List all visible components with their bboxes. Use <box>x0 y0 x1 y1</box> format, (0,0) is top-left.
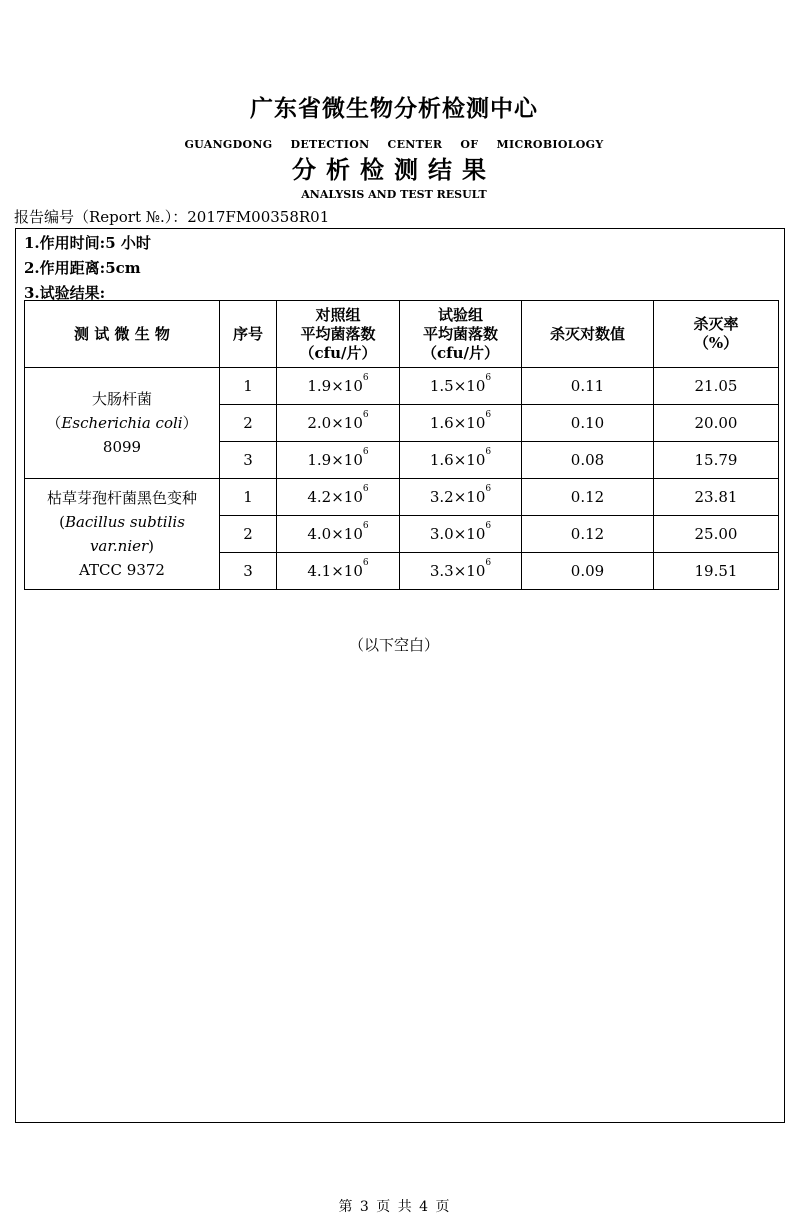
rate-cell: 20.00 <box>654 405 779 442</box>
header-rate-l2: （%） <box>693 334 739 352</box>
test-cell: $3.2\times 10^6$ <box>400 479 522 516</box>
control-cell: $4.2\times 10^6$ <box>277 479 400 516</box>
seq-cell: 3 <box>220 442 277 479</box>
seq-cell: 2 <box>220 405 277 442</box>
header-organism: 测 试 微 生 物 <box>25 301 220 368</box>
report-title: 分析检测结果 <box>292 155 496 184</box>
header-test-l2: 平均菌落数 <box>422 324 498 343</box>
log-cell: 0.12 <box>522 479 654 516</box>
organism-latin-name: （Escherichia coli） <box>46 414 198 432</box>
test-cell: $1.6\times 10^6$ <box>400 442 522 479</box>
header-control <box>277 301 400 368</box>
table-row <box>25 479 779 516</box>
seq-cell: 1 <box>220 479 277 516</box>
seq-cell: 1 <box>220 368 277 405</box>
center-title: 广东省微生物分析检测中心 <box>250 95 538 122</box>
header-log-reduction: 杀灭对数值 <box>522 301 654 368</box>
header-seq: 序号 <box>220 301 277 368</box>
table-row <box>25 368 779 405</box>
header-control-l1: 对照组 <box>315 305 361 324</box>
organism-latin-name: (Bacillus subtilis var.nier) <box>59 513 185 555</box>
report-title-english: ANALYSIS AND TEST RESULT <box>301 188 487 201</box>
results-table <box>24 300 779 590</box>
test-cell: $3.0\times 10^6$ <box>400 516 522 553</box>
header-rate-l1: 杀灭率 <box>693 315 739 333</box>
control-cell: $4.0\times 10^6$ <box>277 516 400 553</box>
log-cell: 0.10 <box>522 405 654 442</box>
exposure-time: 1.作用时间:5 小时 <box>24 234 151 252</box>
test-results-heading: 3.试验结果: <box>24 284 106 302</box>
rate-cell: 15.79 <box>654 442 779 479</box>
organism-name-cn: 大肠杆菌 <box>91 390 152 408</box>
rate-cell: 19.51 <box>654 553 779 590</box>
organism-strain: ATCC 9372 <box>79 561 165 579</box>
organism-cell <box>25 368 220 479</box>
log-cell: 0.09 <box>522 553 654 590</box>
header-control-l2: 平均菌落数 <box>300 324 376 343</box>
seq-cell: 3 <box>220 553 277 590</box>
header-test <box>400 301 522 368</box>
rate-cell: 25.00 <box>654 516 779 553</box>
organism-name-cn: 枯草芽孢杆菌黑色变种 <box>46 489 197 507</box>
control-cell: $1.9\times 10^6$ <box>277 442 400 479</box>
test-cell: $1.6\times 10^6$ <box>400 405 522 442</box>
blank-below-note: （以下空白） <box>348 636 439 654</box>
control-cell: $2.0\times 10^6$ <box>277 405 400 442</box>
header-kill-rate <box>654 301 779 368</box>
exposure-distance: 2.作用距离:5cm <box>24 259 141 277</box>
test-cell: $1.5\times 10^6$ <box>400 368 522 405</box>
report-number: 报告编号（Report №.）：2017FM00358R01 <box>14 208 330 226</box>
header-test-l3: （cfu/片） <box>422 343 499 362</box>
center-title-english: GUANGDONG DETECTION CENTER OF MICROBIOLOGY <box>184 138 604 151</box>
rate-cell: 23.81 <box>654 479 779 516</box>
rate-cell: 21.05 <box>654 368 779 405</box>
header-test-l1: 试验组 <box>437 305 483 324</box>
test-cell: $3.3\times 10^6$ <box>400 553 522 590</box>
log-cell: 0.11 <box>522 368 654 405</box>
organism-cell <box>25 479 220 590</box>
organism-strain: 8099 <box>102 438 142 456</box>
seq-cell: 2 <box>220 516 277 553</box>
log-cell: 0.12 <box>522 516 654 553</box>
log-cell: 0.08 <box>522 442 654 479</box>
header-control-l3: （cfu/片） <box>299 343 377 362</box>
page-number: 第 3 页 共 4 页 <box>338 1199 450 1215</box>
control-cell: $1.9\times 10^6$ <box>277 368 400 405</box>
table-header-row <box>25 301 779 368</box>
control-cell: $4.1\times 10^6$ <box>277 553 400 590</box>
